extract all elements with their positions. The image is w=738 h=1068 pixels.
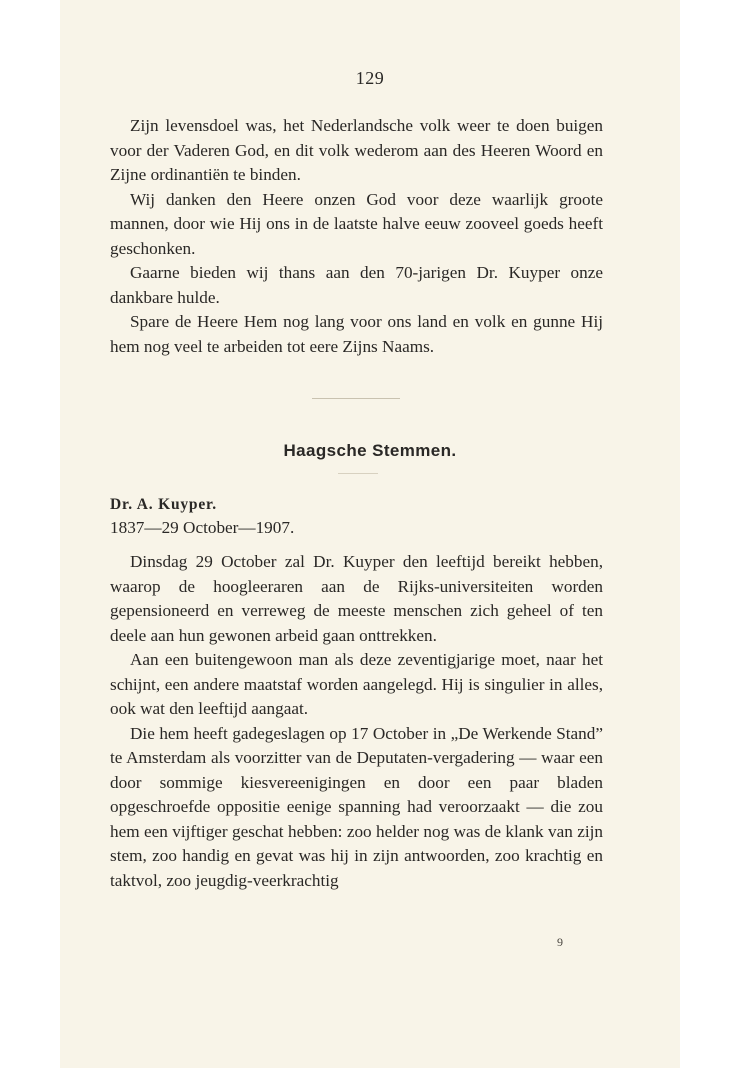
- article-text-block: [110, 550, 603, 893]
- paragraph: Wij danken den Heere onzen God voor deze waarlijk groote mannen, door wie Hij ons in de laatste halve eeuw zooveel goeds heeft geschonken.: [110, 189, 603, 258]
- book-page: [60, 0, 680, 1068]
- article-author: Dr. A. Kuyper.: [110, 496, 217, 513]
- closing-text-block: [110, 114, 603, 359]
- title-underline: [338, 473, 378, 474]
- paragraph: Die hem heeft gadegeslagen op 17 October in „De Werkende Stand” te Amsterdam als voorzitter van de Deputaten-vergadering — waar een door sommige kiesvereenigingen en door een paar bladen opgeschroefde oppositie eenige spanning had veroorzaakt — die zou hem een vijftiger geschat hebben: zoo helder nog was de klank van zijn stem, zoo handig en gevat was hij in zijn antwoorden, zoo krachtig en taktvol, zoo jeugdig-veerkrachtig: [110, 723, 603, 890]
- page-number: 129: [355, 68, 385, 88]
- section-divider: [312, 398, 400, 399]
- paragraph: Spare de Heere Hem nog lang voor ons land en volk en gunne Hij hem nog veel te arbeiden tot eere Zijns Naams.: [110, 312, 603, 356]
- paragraph: Gaarne bieden wij thans aan den 70-jarigen Dr. Kuyper onze dankbare hulde.: [110, 263, 603, 307]
- section-title: Haagsche Stemmen.: [283, 441, 457, 460]
- paragraph: Dinsdag 29 October zal Dr. Kuyper den leeftijd bereikt hebben, waarop de hoogleeraren aan de Rijks-universiteiten worden gepensioneerd en verreweg de meeste menschen zich geheel of ten deele aan hun gewonen arbeid gaan onttrekken.: [110, 552, 603, 645]
- signature-mark: 9: [557, 935, 563, 949]
- paragraph: Aan een buitengewoon man als deze zeventigjarige moet, naar het schijnt, een andere maatstaf worden aangelegd. Hij is singulier in alles, ook wat den leeftijd aangaat.: [110, 650, 603, 718]
- article-dates: 1837—29 October—1907.: [110, 518, 295, 537]
- paragraph: Zijn levensdoel was, het Nederlandsche volk weer te doen buigen voor der Vaderen God, en dit volk wederom aan des Heeren Woord en Zijne ordinantiën te binden.: [110, 116, 603, 184]
